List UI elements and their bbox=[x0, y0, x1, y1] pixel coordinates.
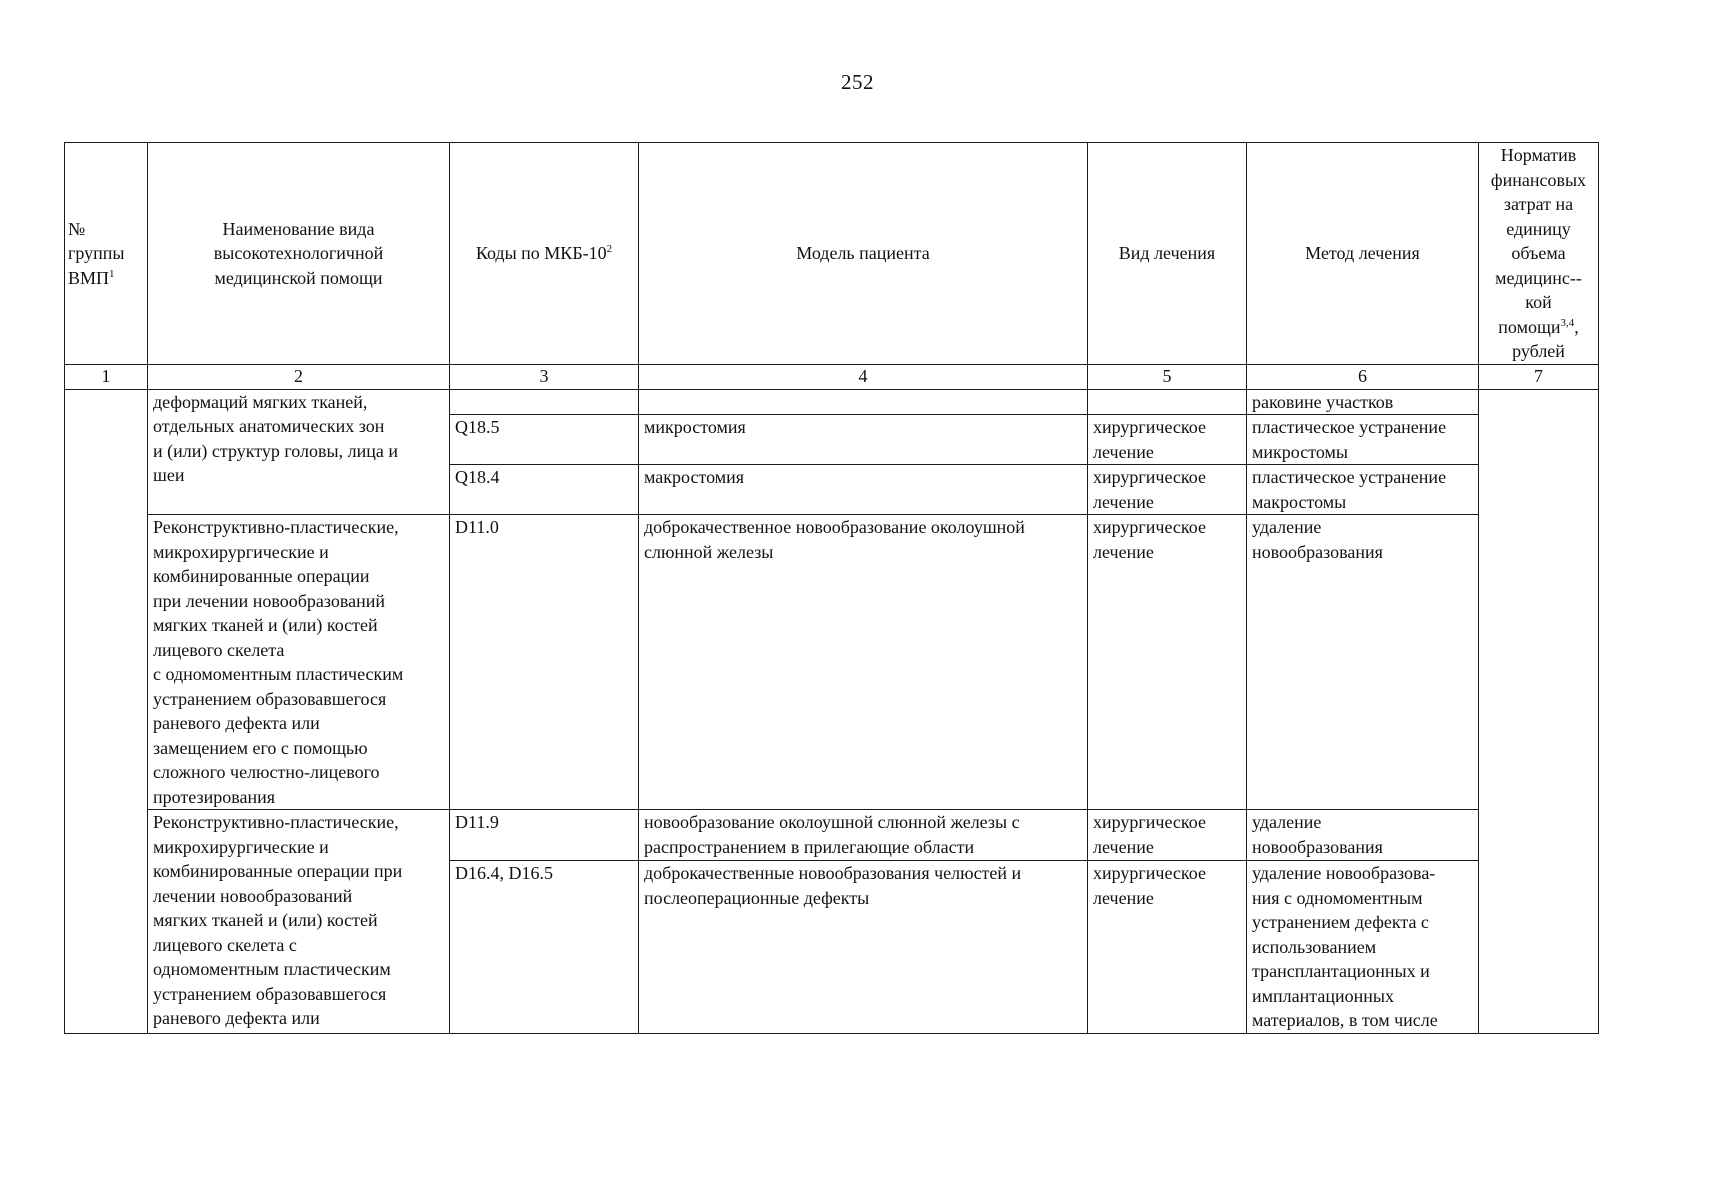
header-cost-norm-footnote: 3,4 bbox=[1560, 316, 1575, 329]
treatment-type-cell bbox=[1088, 389, 1247, 415]
patient-model-cell: макростомия bbox=[639, 465, 1088, 515]
patient-model-cell bbox=[639, 389, 1088, 415]
treatment-type-cell: хирургическое лечение bbox=[1088, 515, 1247, 810]
treatment-method-cell: удаление новообразования bbox=[1247, 515, 1479, 810]
treatment-method-cell: удаление новообразования bbox=[1247, 810, 1479, 861]
header-treatment-method: Метод лечения bbox=[1247, 143, 1479, 365]
icd-code-cell: Q18.5 bbox=[450, 415, 639, 465]
icd-code-cell: D16.4, D16.5 bbox=[450, 861, 639, 1034]
header-icd-codes bbox=[450, 143, 639, 365]
header-care-type-name: Наименование вида высокотехнологичной медицинской помощи bbox=[148, 143, 450, 365]
column-number: 1 bbox=[65, 364, 148, 389]
treatment-method-cell: удаление новообразова- ния с одномоментным устранением дефекта с использованием трансплантационных и имплантационных материалов, в том числе bbox=[1247, 861, 1479, 1034]
cost-norm-cell bbox=[1479, 389, 1599, 1033]
treatment-method-cell: раковине участков bbox=[1247, 389, 1479, 415]
table-row bbox=[65, 389, 1599, 415]
care-type-name-cell: Реконструктивно-пластические, микрохирургические и комбинированные операции при лечении новообразований мягких тканей и (или) костей лицевого скелета с одномоментным пластическим устранением образовавшегося раневого дефекта или bbox=[148, 810, 450, 1034]
patient-model-cell: микростомия bbox=[639, 415, 1088, 465]
header-cost-norm-unit: , рублей bbox=[1512, 316, 1579, 361]
header-patient-model: Модель пациента bbox=[639, 143, 1088, 365]
header-group-number-footnote: 1 bbox=[109, 267, 115, 280]
header-cost-norm bbox=[1479, 143, 1599, 365]
column-number: 7 bbox=[1479, 364, 1599, 389]
column-number: 6 bbox=[1247, 364, 1479, 389]
treatment-type-cell: хирургическое лечение bbox=[1088, 810, 1247, 861]
icd-code-cell bbox=[450, 389, 639, 415]
header-cost-norm-text: Норматив финансовых затрат на единицу объема медицинс-- кой помощи bbox=[1490, 145, 1587, 337]
header-icd-codes-text: Коды по МКБ-10 bbox=[475, 243, 607, 263]
patient-model-cell: доброкачественное новообразование околоушной слюнной железы bbox=[639, 515, 1088, 810]
column-number: 3 bbox=[450, 364, 639, 389]
treatment-method-cell: пластическое устранение микростомы bbox=[1247, 415, 1479, 465]
column-number: 4 bbox=[639, 364, 1088, 389]
patient-model-cell: новообразование околоушной слюнной железы с распространением в прилегающие области bbox=[639, 810, 1088, 861]
header-icd-codes-footnote: 2 bbox=[606, 243, 613, 255]
group-number-cell bbox=[65, 389, 148, 1033]
icd-code-cell: Q18.4 bbox=[450, 465, 639, 515]
patient-model-cell: доброкачественные новообразования челюстей и послеоперационные дефекты bbox=[639, 861, 1088, 1034]
care-type-name-cell: деформаций мягких тканей, отдельных анатомических зон и (или) структур головы, лица и шеи bbox=[148, 389, 450, 515]
header-group-number-text: № группы ВМП bbox=[68, 218, 125, 288]
treatment-method-cell: пластическое устранение макростомы bbox=[1247, 465, 1479, 515]
vmp-table bbox=[64, 142, 1599, 1034]
treatment-type-cell: хирургическое лечение bbox=[1088, 415, 1247, 465]
header-group-number bbox=[65, 143, 148, 365]
column-number: 2 bbox=[148, 364, 450, 389]
header-treatment-type: Вид лечения bbox=[1088, 143, 1247, 365]
treatment-type-cell: хирургическое лечение bbox=[1088, 861, 1247, 1034]
column-number-row bbox=[65, 364, 1599, 389]
table-row bbox=[65, 810, 1599, 861]
icd-code-cell: D11.0 bbox=[450, 515, 639, 810]
column-number: 5 bbox=[1088, 364, 1247, 389]
table-row bbox=[65, 515, 1599, 810]
page-number: 252 bbox=[841, 70, 874, 94]
icd-code-cell: D11.9 bbox=[450, 810, 639, 861]
treatment-type-cell: хирургическое лечение bbox=[1088, 465, 1247, 515]
care-type-name-cell: Реконструктивно-пластические, микрохирургические и комбинированные операции при лечении новообразований мягких тканей и (или) костей лицевого скелета с одномоментным пластическим устранением образовавшегося раневого дефекта или замещением его с помощью сложного челюстно-лицевого протезирования bbox=[148, 515, 450, 810]
header-row bbox=[65, 143, 1599, 365]
